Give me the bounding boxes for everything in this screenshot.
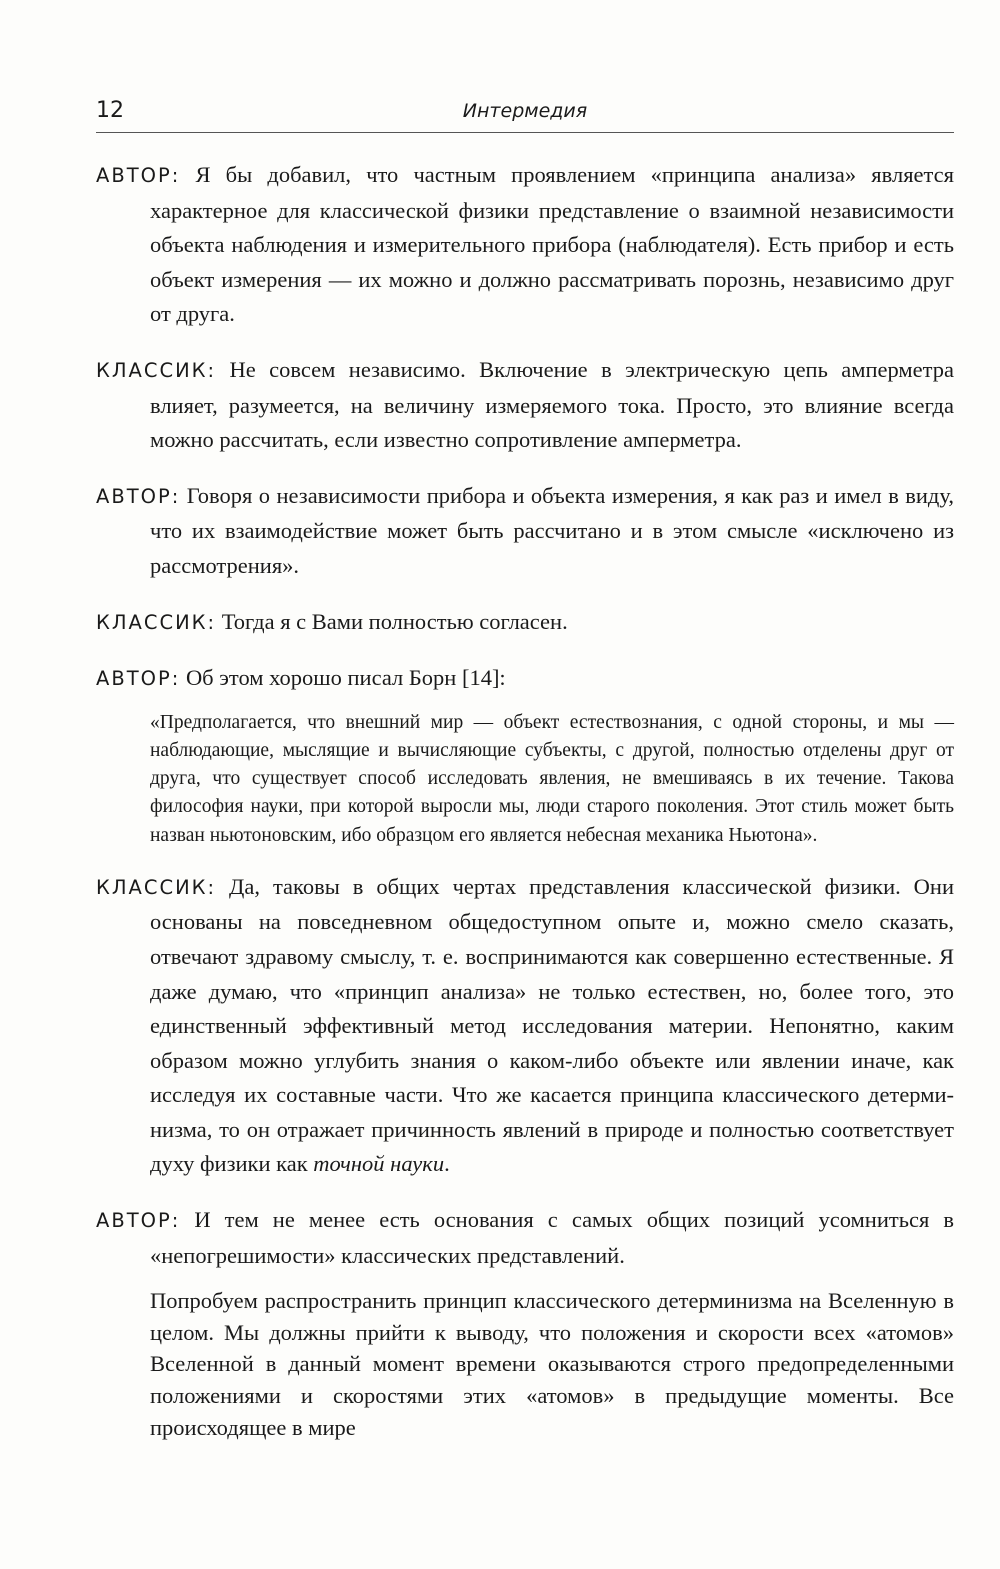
page-body [96, 158, 954, 1443]
paragraph-text: Об этом хорошо писал Борн [14]: [185, 665, 506, 691]
dialogue-paragraph [96, 158, 954, 332]
dialogue-paragraph [96, 353, 954, 458]
continuation-paragraph: Попробуем распространить принцип классического детерминизма на Вселенную в целом. Мы должны прийти к выводу, что положения и скорости всех «атомов» Вселенной в данный момент времени оказываются строго предопределенными положениями и скоростями этих «атомов» в предыдущие моменты. Все происходящее в мире [150, 1288, 954, 1440]
born-quote: «Предполагается, что внешний мир — объект естествознания, с одной стороны, и мы — наблюдающие, мыслящие и вычисляющие субъекты, с другой, полностью отделены друг от друга, что существует способ исследовать явления, не вмешиваясь в их течение. Такова философия науки, при которой выросли мы, люди старого поколения. Этот стиль может быть назван ньютоновским, ибо образцом его является небесная механика Ньютона». [150, 711, 954, 846]
dialogue-paragraph [96, 870, 954, 1182]
paragraph-text: Говоря о независимости прибора и объекта измерения, я как раз и имел в виду, что их взаимодействие может быть рассчитано и в этом смысле «исключено из рассмотрения». [150, 482, 954, 578]
paragraph-text: Я бы добавил, что частным проявлением «принципа анализа» является характерное для классической физики представление о взаимной независимости объекта наблюдения и измерительного прибора (наблюдателя). Есть прибор и есть объект измерения — их можно и должно рассматривать порознь, независимо друг от друга. [150, 162, 954, 327]
paragraph-text: И тем не менее есть основания с самых общих позиций усомниться в «непогрешимости» классических представлений. [150, 1207, 954, 1268]
dialogue-paragraph [96, 479, 954, 584]
paragraph-text: Не совсем независимо. Включение в электрическую цепь амперметра влияет, разумеется, на величину измеряемого тока. Просто, это влияние всегда можно рассчитать, если известно сопротивление амперметра. [150, 356, 954, 453]
paragraph-text-end: . [444, 1151, 450, 1177]
dialogue-paragraph [96, 661, 954, 697]
speaker-label: АВТОР: [96, 484, 181, 508]
speaker-label: КЛАССИК: [96, 875, 217, 899]
dialogue-paragraph [96, 605, 954, 641]
paragraph-text: Тогда я с Вами полностью согласен. [221, 608, 568, 634]
page-number: 12 [96, 98, 124, 123]
speaker-label: АВТОР: [96, 164, 181, 187]
running-title: Интермедия [462, 100, 588, 122]
speaker-label: КЛАССИК: [96, 610, 217, 634]
speaker-label: КЛАССИК: [96, 358, 217, 382]
speaker-label: АВТОР: [96, 1209, 181, 1233]
speaker-label: АВТОР: [96, 667, 181, 691]
emphasis-text: точной науки [313, 1151, 445, 1177]
paragraph-text: Да, таковы в общих чертах представления классической физики. Они основаны на повседневном общедоступном опыте и, можно смело сказать, отвечают здравому смыслу, т. е. воспринимаются как совершенно естественные. Я даже думаю, что «принцип анализа» не только естествен, но, более того, это единственный эффективный метод исследования материи. Непонятно, каким образом можно углубить знания о каком-либо объекте или явлении иначе, как исследуя их составные части. Что же касается принципа классического детерминизма, то он отражает причинность явлений в природе и полностью соответствует духу физики как [150, 873, 955, 1177]
dialogue-paragraph [96, 1203, 954, 1273]
page-header [96, 98, 954, 133]
